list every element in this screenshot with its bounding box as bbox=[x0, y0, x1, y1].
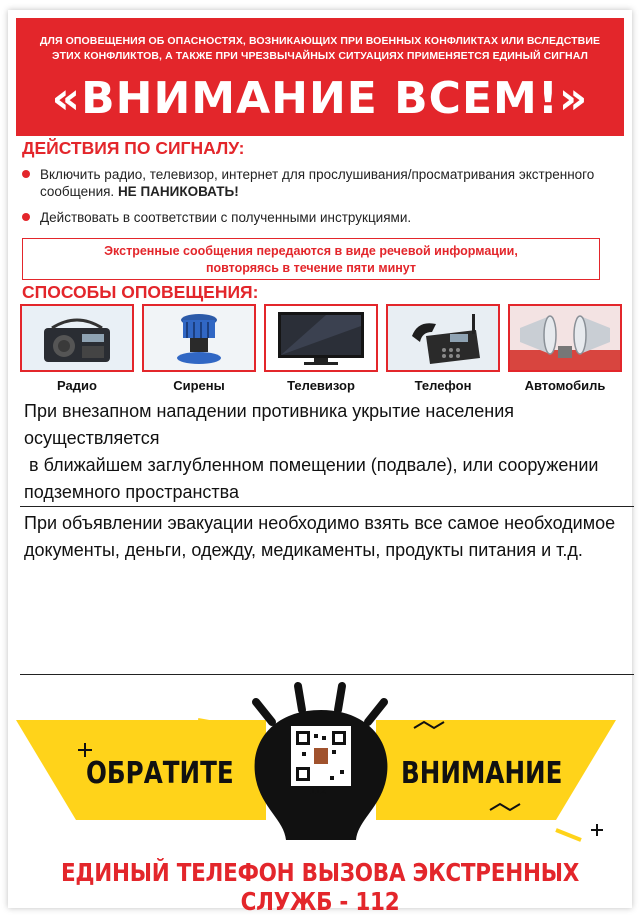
footer-emergency-number: ЕДИНЫЙ ТЕЛЕФОН ВЫЗОВА ЭКСТРЕННЫХ СЛУЖБ - 112 bbox=[60, 858, 580, 916]
header-subtitle bbox=[26, 34, 614, 64]
action-item-1 bbox=[22, 166, 630, 200]
method-tv bbox=[264, 304, 378, 396]
method-label: Автомобиль bbox=[524, 378, 606, 393]
notice-line1: Экстренные сообщения передаются в виде речевой информации, bbox=[104, 244, 518, 258]
action-item-2-text: Действовать в соответствии с полученными инструкциями. bbox=[40, 210, 412, 225]
shelter-line2: в ближайшем заглубленном помещении (подвале), или сооружении bbox=[24, 455, 599, 475]
notice-box bbox=[22, 238, 600, 280]
method-sirens bbox=[142, 304, 256, 396]
qr-caption: 112 bbox=[309, 786, 327, 797]
header-banner bbox=[16, 18, 624, 136]
divider-line bbox=[20, 674, 634, 675]
evacuation-line1: При объявлении эвакуации необходимо взять все самое необходимое bbox=[24, 513, 616, 533]
poster bbox=[8, 10, 632, 916]
method-label: Телевизор bbox=[287, 378, 355, 393]
method-label: Сирены bbox=[173, 378, 225, 393]
siren-icon bbox=[144, 306, 254, 370]
action-item-1-text: Включить радио, телевизор, интернет для прослушивания/просматривания экстренного сообщения. bbox=[40, 167, 595, 199]
evacuation-text bbox=[24, 510, 629, 564]
header-subtitle-line1: ДЛЯ ОПОВЕЩЕНИЯ ОБ ОПАСНОСТЯХ, ВОЗНИКАЮЩИХ ПРИ ВОЕННЫХ КОНФЛИКТАХ ИЛИ ВСЛЕДСТВИЕ bbox=[39, 35, 601, 47]
banner-left-word: ОБРАТИТЕ bbox=[86, 756, 234, 791]
shelter-text bbox=[24, 398, 629, 506]
bullet-dot-icon bbox=[22, 213, 30, 221]
shelter-line1: При внезапном нападении противника укрытие населения осуществляется bbox=[24, 401, 514, 448]
shelter-line3: подземного пространства bbox=[24, 482, 240, 502]
loudspeaker-car-icon bbox=[510, 306, 620, 370]
method-car bbox=[508, 304, 622, 396]
header-title: «ВНИМАНИЕ ВСЕМ!» bbox=[51, 73, 589, 124]
actions-title: ДЕЙСТВИЯ ПО СИГНАЛУ: bbox=[22, 138, 245, 158]
evacuation-line2: документы, деньги, одежду, медикаменты, продукты питания и т.д. bbox=[24, 540, 583, 560]
method-label: Радио bbox=[57, 378, 97, 393]
method-phone bbox=[386, 304, 500, 396]
banner-right-word: ВНИМАНИЕ bbox=[401, 756, 563, 791]
method-label: Телефон bbox=[414, 378, 472, 393]
methods-title: СПОСОБЫ ОПОВЕЩЕНИЯ: bbox=[22, 282, 259, 302]
action-item-1-bold: НЕ ПАНИКОВАТЬ! bbox=[117, 184, 239, 199]
methods-row bbox=[20, 304, 620, 396]
notice-line2: повторяясь в течение пяти минут bbox=[205, 261, 417, 275]
phone-icon bbox=[388, 306, 498, 370]
bullet-dot-icon bbox=[22, 170, 30, 178]
radio-icon bbox=[22, 306, 132, 370]
header-subtitle-line2: ЭТИХ КОНФЛИКТОВ, А ТАКЖЕ ПРИ ЧРЕЗВЫЧАЙНЫХ СИТУАЦИЯХ ПРИМЕНЯЕТСЯ ЕДИНЫЙ СИГНАЛ bbox=[52, 50, 588, 62]
action-item-2 bbox=[22, 209, 630, 226]
tv-icon bbox=[266, 306, 376, 370]
divider-line bbox=[20, 506, 634, 507]
method-radio bbox=[20, 304, 134, 396]
